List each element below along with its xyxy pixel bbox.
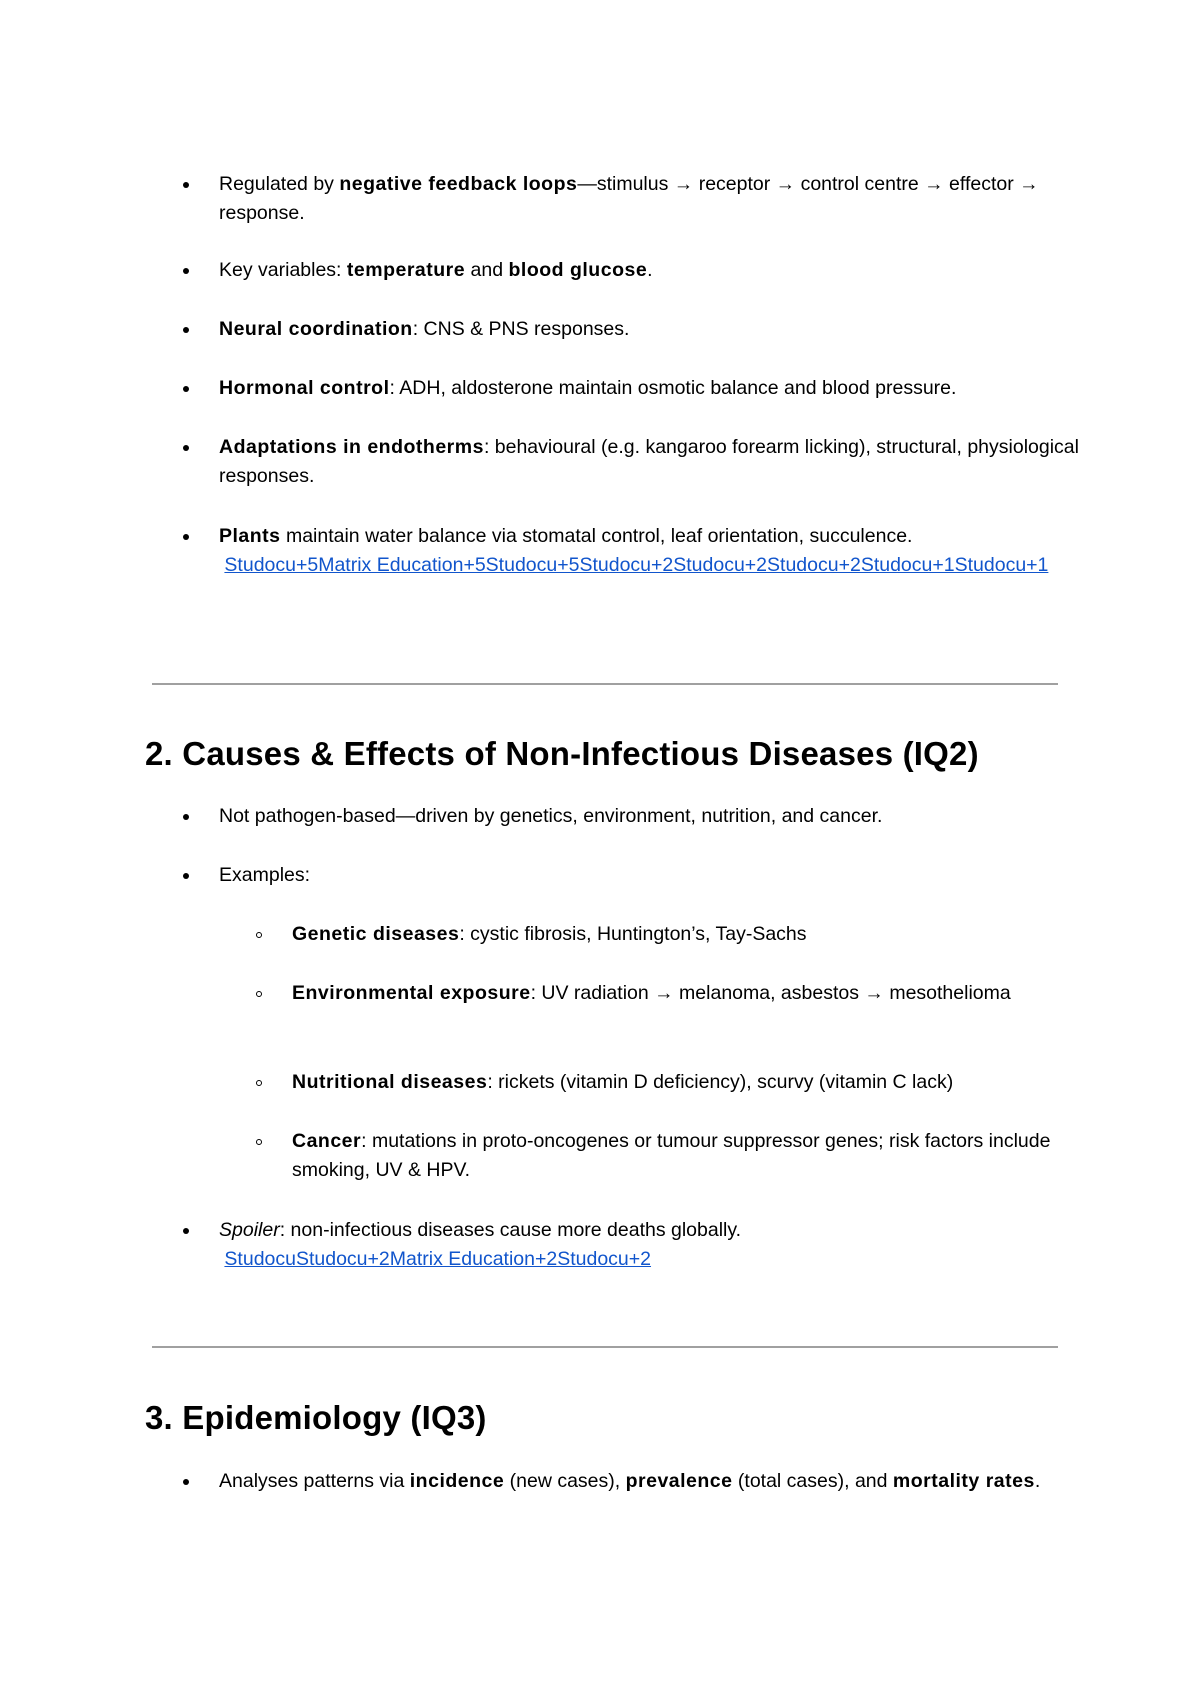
section-heading: 3. Epidemiology (IQ3) xyxy=(145,1399,487,1436)
divider xyxy=(152,1346,1058,1348)
list-item: Plants maintain water balance via stomatal control, leaf orientation, succulence. Studocu+5Matrix Education+5Studocu+5Studocu+2Studocu+2Studocu+2Studocu+1Studocu+1 xyxy=(219,525,1049,576)
list-item: Examples: xyxy=(219,864,311,886)
bullet xyxy=(183,814,189,820)
sub-bullet xyxy=(256,991,262,997)
sub-bullet xyxy=(256,1139,262,1145)
divider xyxy=(152,683,1058,685)
bullet xyxy=(183,1479,189,1485)
sub-list-item: Nutritional diseases: rickets (vitamin D deficiency), scurvy (vitamin C lack) xyxy=(292,1071,954,1093)
sub-list-item: Cancer: mutations in proto-oncogenes or tumour suppressor genes; risk factors include smoking, UV & HPV. xyxy=(292,1130,1051,1181)
bullet xyxy=(183,445,189,451)
list-item: Hormonal control: ADH, aldosterone maintain osmotic balance and blood pressure. xyxy=(219,377,957,399)
bullet xyxy=(183,873,189,879)
sub-list-item: Genetic diseases: cystic fibrosis, Huntington’s, Tay‑Sachs xyxy=(292,923,807,945)
source-link[interactable]: StudocuStudocu+2Matrix Education+2Studocu+2 xyxy=(224,1248,652,1270)
list-item: Analyses patterns via incidence (new cases), prevalence (total cases), and mortality rates. xyxy=(219,1470,1041,1492)
bullet xyxy=(183,386,189,392)
list-item: Adaptations in endotherms: behavioural (e.g. kangaroo forearm licking), structural, physiological responses. xyxy=(219,436,1079,487)
source-link[interactable]: Studocu+5Matrix Education+5Studocu+5Studocu+2Studocu+2Studocu+2Studocu+1Studocu+1 xyxy=(224,554,1049,576)
sub-bullet xyxy=(256,1080,262,1086)
section-heading: 2. Causes & Effects of Non‑Infectious Diseases (IQ2) xyxy=(145,735,979,772)
list-item: Key variables: temperature and blood glucose. xyxy=(219,259,653,281)
list-item: Regulated by negative feedback loops—stimulus → receptor → control centre → effector → response. xyxy=(219,173,1039,224)
bullet xyxy=(183,534,189,540)
bullet xyxy=(183,268,189,274)
bullet xyxy=(183,1228,189,1234)
list-item: Neural coordination: CNS & PNS responses. xyxy=(219,318,630,340)
bullet xyxy=(183,182,189,188)
list-item: Not pathogen-based—driven by genetics, environment, nutrition, and cancer. xyxy=(219,805,883,827)
bullet xyxy=(183,327,189,333)
sub-bullet xyxy=(256,932,262,938)
list-item: Spoiler: non-infectious diseases cause more deaths globally. StudocuStudocu+2Matrix Education+2Studocu+2 xyxy=(219,1219,742,1270)
sub-list-item: Environmental exposure: UV radiation → melanoma, asbestos → mesothelioma xyxy=(292,982,1011,1004)
